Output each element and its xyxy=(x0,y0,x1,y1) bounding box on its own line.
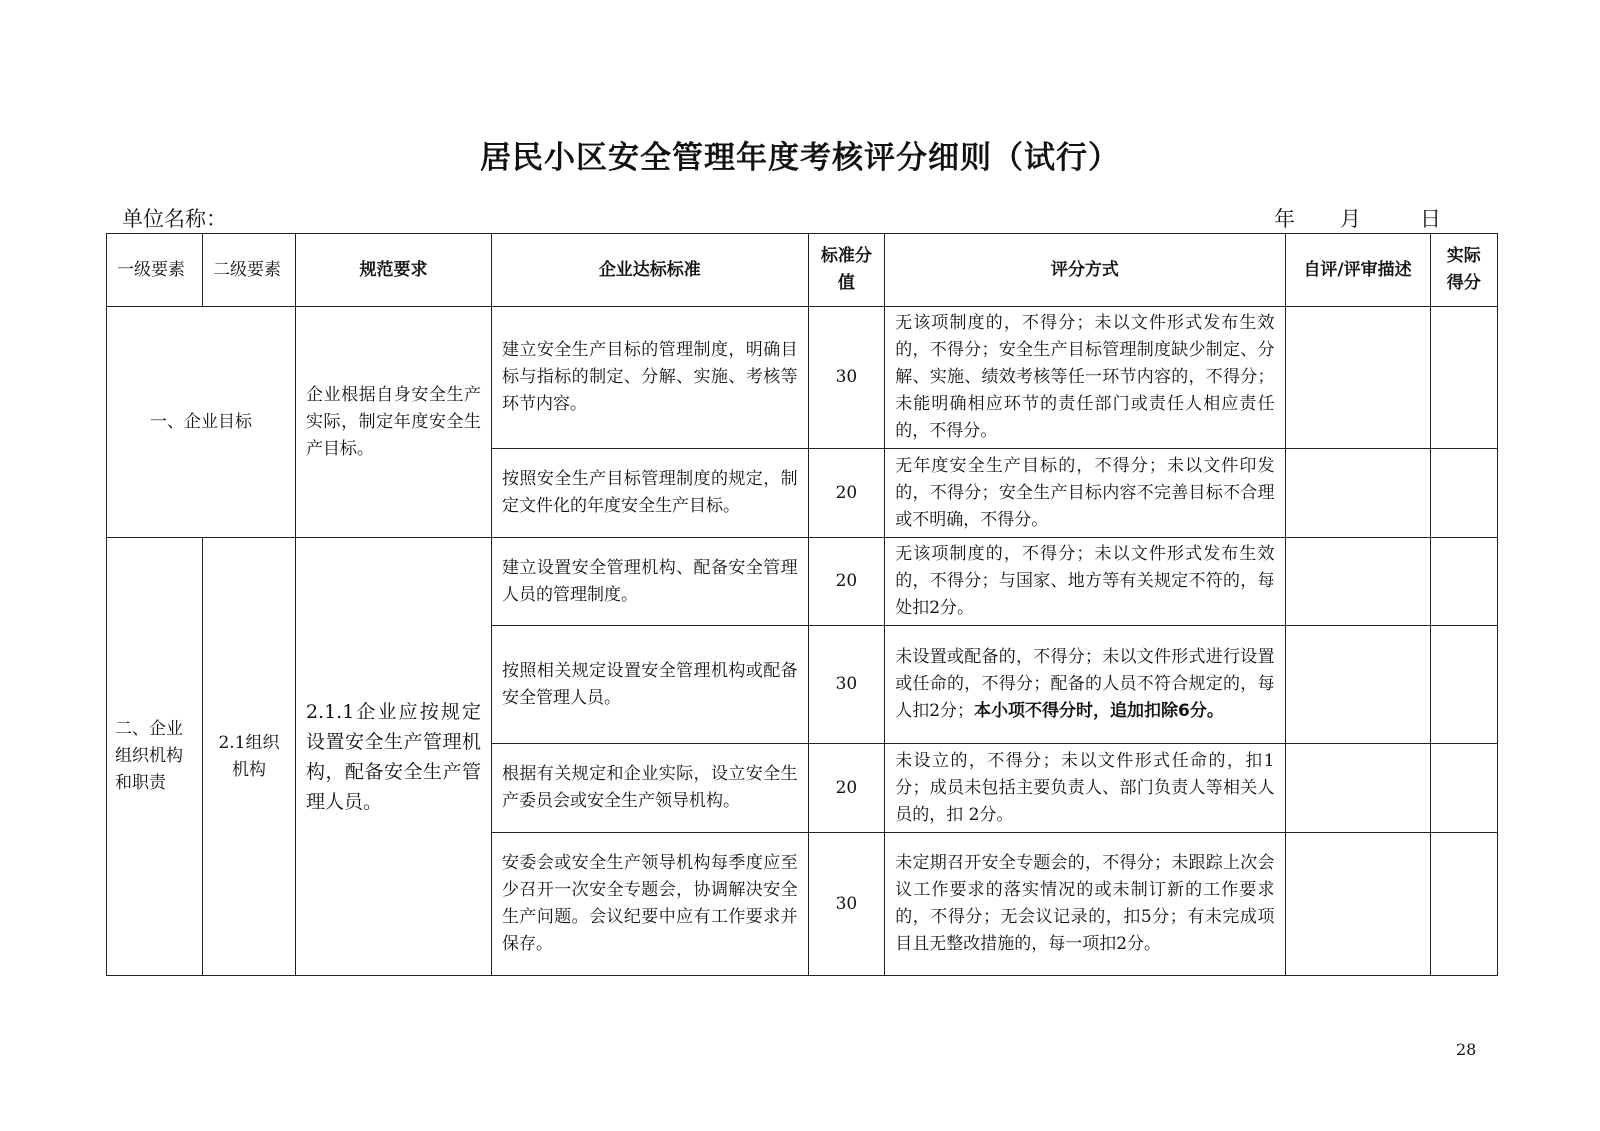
section1-level1: 一、企业目标 xyxy=(107,307,296,538)
actual-score-cell[interactable] xyxy=(1430,538,1497,626)
section2-standard-1: 建立设置安全管理机构、配备安全管理人员的管理制度。 xyxy=(492,538,809,626)
section2-level1: 二、企业组织机构和职责 xyxy=(107,538,203,976)
self-eval-cell[interactable] xyxy=(1285,833,1430,976)
method-bold-text: 本小项不得分时，追加扣除6分。 xyxy=(974,701,1224,721)
section2-method-1: 无该项制度的，不得分；未以文件形式发布生效的，不得分；与国家、地方等有关规定不符的，每处扣2分。 xyxy=(885,538,1285,626)
section2-method-4: 未定期召开安全专题会的，不得分；未跟踪上次会议工作要求的落实情况的或未制订新的工作要求的，不得分；无会议记录的，扣5分；有未完成项目且无整改措施的，每一项扣2分。 xyxy=(885,833,1285,976)
header-self-eval: 自评/评审描述 xyxy=(1285,234,1430,307)
section1-requirement: 企业根据自身安全生产实际，制定年度安全生产目标。 xyxy=(295,307,491,538)
section1-score-2: 20 xyxy=(808,449,885,538)
section2-requirement: 2.1.1企业应按规定设置安全生产管理机构，配备安全生产管理人员。 xyxy=(295,538,491,976)
header-actual: 实际得分 xyxy=(1430,234,1497,307)
header-score: 标准分值 xyxy=(808,234,885,307)
date-day-label: 日 xyxy=(1420,207,1441,231)
self-eval-cell[interactable] xyxy=(1285,307,1430,449)
self-eval-cell[interactable] xyxy=(1285,744,1430,833)
table-header-row xyxy=(107,234,1498,307)
header-method: 评分方式 xyxy=(885,234,1285,307)
header-requirement: 规范要求 xyxy=(295,234,491,307)
date-month-label: 月 xyxy=(1340,207,1361,231)
table-row xyxy=(107,307,1498,449)
actual-score-cell[interactable] xyxy=(1430,449,1497,538)
section1-score-1: 30 xyxy=(808,307,885,449)
scoring-table xyxy=(106,233,1498,976)
section2-score-1: 20 xyxy=(808,538,885,626)
actual-score-cell[interactable] xyxy=(1430,626,1497,744)
section2-standard-4: 安委会或安全生产领导机构每季度应至少召开一次安全专题会，协调解决安全生产问题。会议纪要中应有工作要求并保存。 xyxy=(492,833,809,976)
self-eval-cell[interactable] xyxy=(1285,449,1430,538)
self-eval-cell[interactable] xyxy=(1285,538,1430,626)
section2-method-3: 未设立的，不得分；未以文件形式任命的，扣1分；成员未包括主要负责人、部门负责人等相关人员的，扣 2分。 xyxy=(885,744,1285,833)
section2-level2: 2.1组织机构 xyxy=(203,538,296,976)
section2-score-4: 30 xyxy=(808,833,885,976)
section2-standard-3: 根据有关规定和企业实际，设立安全生产委员会或安全生产领导机构。 xyxy=(492,744,809,833)
actual-score-cell[interactable] xyxy=(1430,833,1497,976)
date-year-label: 年 xyxy=(1274,207,1295,231)
unit-name-label: 单位名称： xyxy=(122,207,227,231)
section2-score-2: 30 xyxy=(808,626,885,744)
actual-score-cell[interactable] xyxy=(1430,744,1497,833)
section1-method-2: 无年度安全生产目标的，不得分；未以文件印发的，不得分；安全生产目标内容不完善目标不合理或不明确，不得分。 xyxy=(885,449,1285,538)
header-level1: 一级要素 xyxy=(107,234,203,307)
method-text: 未设置或配备的，不得分；未以文件形式进行设置或任命的，不得分；配备的人员不符合规定的，每人扣2分； xyxy=(895,647,1275,721)
table-row xyxy=(107,538,1498,626)
section1-standard-2: 按照安全生产目标管理制度的规定，制定文件化的年度安全生产目标。 xyxy=(492,449,809,538)
header-standard: 企业达标标准 xyxy=(492,234,809,307)
header-level2: 二级要素 xyxy=(203,234,296,307)
actual-score-cell[interactable] xyxy=(1430,307,1497,449)
page-title: 居民小区安全管理年度考核评分细则（试行） xyxy=(480,140,1120,176)
page-number: 28 xyxy=(1456,1040,1477,1059)
section1-standard-1: 建立安全生产目标的管理制度，明确目标与指标的制定、分解、实施、考核等环节内容。 xyxy=(492,307,809,449)
section1-method-1: 无该项制度的，不得分；未以文件形式发布生效的，不得分；安全生产目标管理制度缺少制定、分解、实施、绩效考核等任一环节内容的，不得分；未能明确相应环节的责任部门或责任人相应责任的，不得分。 xyxy=(885,307,1285,449)
section2-method-2 xyxy=(885,626,1285,744)
section2-standard-2: 按照相关规定设置安全管理机构或配备安全管理人员。 xyxy=(492,626,809,744)
section2-score-3: 20 xyxy=(808,744,885,833)
self-eval-cell[interactable] xyxy=(1285,626,1430,744)
